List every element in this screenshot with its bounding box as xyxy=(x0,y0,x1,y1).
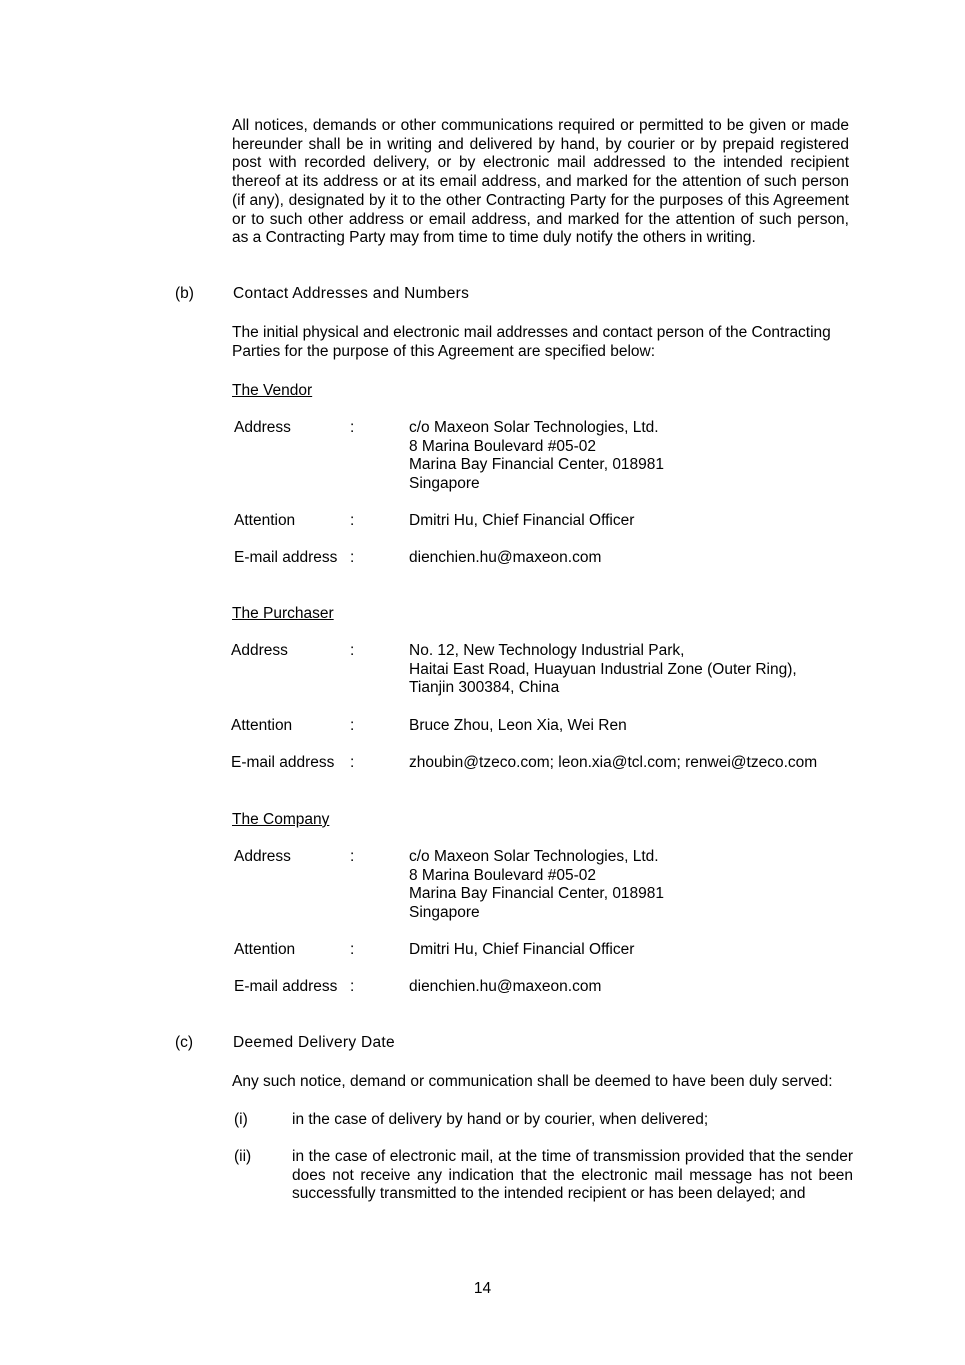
purchaser-email-colon: : xyxy=(350,754,355,771)
company-attention: Dmitri Hu, Chief Financial Officer xyxy=(409,941,635,958)
vendor-email-label: E-mail address xyxy=(234,549,338,566)
company-address-label: Address xyxy=(234,848,291,865)
purchaser-email: zhoubin@tzeco.com; leon.xia@tcl.com; renwei@tzeco.com xyxy=(409,754,818,771)
purchaser-attention: Bruce Zhou, Leon Xia, Wei Ren xyxy=(409,717,627,734)
company-address-colon: : xyxy=(350,848,355,865)
vendor-address-line: Marina Bay Financial Center, 018981 xyxy=(409,456,665,474)
company-email: dienchien.hu@maxeon.com xyxy=(409,978,602,995)
section-b-title: Contact Addresses and Numbers xyxy=(233,285,470,302)
company-email-colon: : xyxy=(350,978,355,995)
item-i-text: in the case of delivery by hand or by courier, when delivered; xyxy=(292,1111,709,1128)
purchaser-address-label: Address xyxy=(231,642,288,659)
item-ii-text: in the case of electronic mail, at the time of transmission provided that the sender does not receive any indication that the electronic mail message has not been successfully transmitted to the intended recipient or has been delayed; and xyxy=(292,1148,853,1203)
section-b-number: (b) xyxy=(175,285,194,302)
company-attention-colon: : xyxy=(350,941,355,958)
purchaser-address-line: Tianjin 300384, China xyxy=(409,679,560,697)
vendor-attention-colon: : xyxy=(350,512,355,529)
purchaser-address xyxy=(409,642,797,698)
purchaser-attention-label: Attention xyxy=(231,717,293,734)
purchaser-address-colon: : xyxy=(350,642,355,659)
section-c-number: (c) xyxy=(175,1034,194,1051)
company-email-label: E-mail address xyxy=(234,978,338,995)
company-address xyxy=(409,848,664,923)
vendor-email-colon: : xyxy=(350,549,355,566)
vendor-address-line: 8 Marina Boulevard #05-02 xyxy=(409,437,596,455)
company-address-line: Marina Bay Financial Center, 018981 xyxy=(409,885,665,903)
purchaser-address-line: No. 12, New Technology Industrial Park, xyxy=(409,642,685,659)
vendor-address-line: Singapore xyxy=(409,475,480,493)
purchaser-heading: The Purchaser xyxy=(232,605,334,622)
page-number: 14 xyxy=(473,1280,492,1297)
section-c-intro: Any such notice, demand or communication shall be deemed to have been duly served: xyxy=(232,1073,833,1090)
company-address-line: Singapore xyxy=(409,904,480,922)
purchaser-address-line: Haitai East Road, Huayuan Industrial Zone (Outer Ring), xyxy=(409,660,797,678)
company-attention-label: Attention xyxy=(234,941,296,958)
vendor-attention: Dmitri Hu, Chief Financial Officer xyxy=(409,512,635,529)
notices-paragraph: All notices, demands or other communications required or permitted to be given or made hereunder shall be in writing and delivered by hand, by courier or by prepaid registered post with recorded delivery, or by electronic mail addressed to the intended recipient thereof at its address or at its email address, and marked for the attention of such person (if any), designated by it to the other Contracting Party for the purposes of this Agreement or to such other address or email address, and marked for the attention of such person, as a Contracting Party may from time to time duly notify the others in writing. xyxy=(232,117,849,247)
item-i-number: (i) xyxy=(234,1111,248,1128)
vendor-address xyxy=(409,419,664,494)
purchaser-attention-colon: : xyxy=(350,717,355,734)
item-ii-number: (ii) xyxy=(234,1148,252,1165)
company-address-line: 8 Marina Boulevard #05-02 xyxy=(409,866,596,884)
section-b-intro: The initial physical and electronic mail addresses and contact person of the Contracting Parties for the purpose of this Agreement are specified below: xyxy=(232,324,831,360)
purchaser-email-label: E-mail address xyxy=(231,754,335,771)
vendor-address-label: Address xyxy=(234,419,291,436)
company-address-line: c/o Maxeon Solar Technologies, Ltd. xyxy=(409,848,659,865)
section-c-title: Deemed Delivery Date xyxy=(233,1034,395,1051)
vendor-heading: The Vendor xyxy=(232,382,313,399)
vendor-address-colon: : xyxy=(350,419,355,436)
vendor-attention-label: Attention xyxy=(234,512,296,529)
vendor-email: dienchien.hu@maxeon.com xyxy=(409,549,602,566)
vendor-address-line: c/o Maxeon Solar Technologies, Ltd. xyxy=(409,419,659,436)
company-heading: The Company xyxy=(232,811,330,828)
